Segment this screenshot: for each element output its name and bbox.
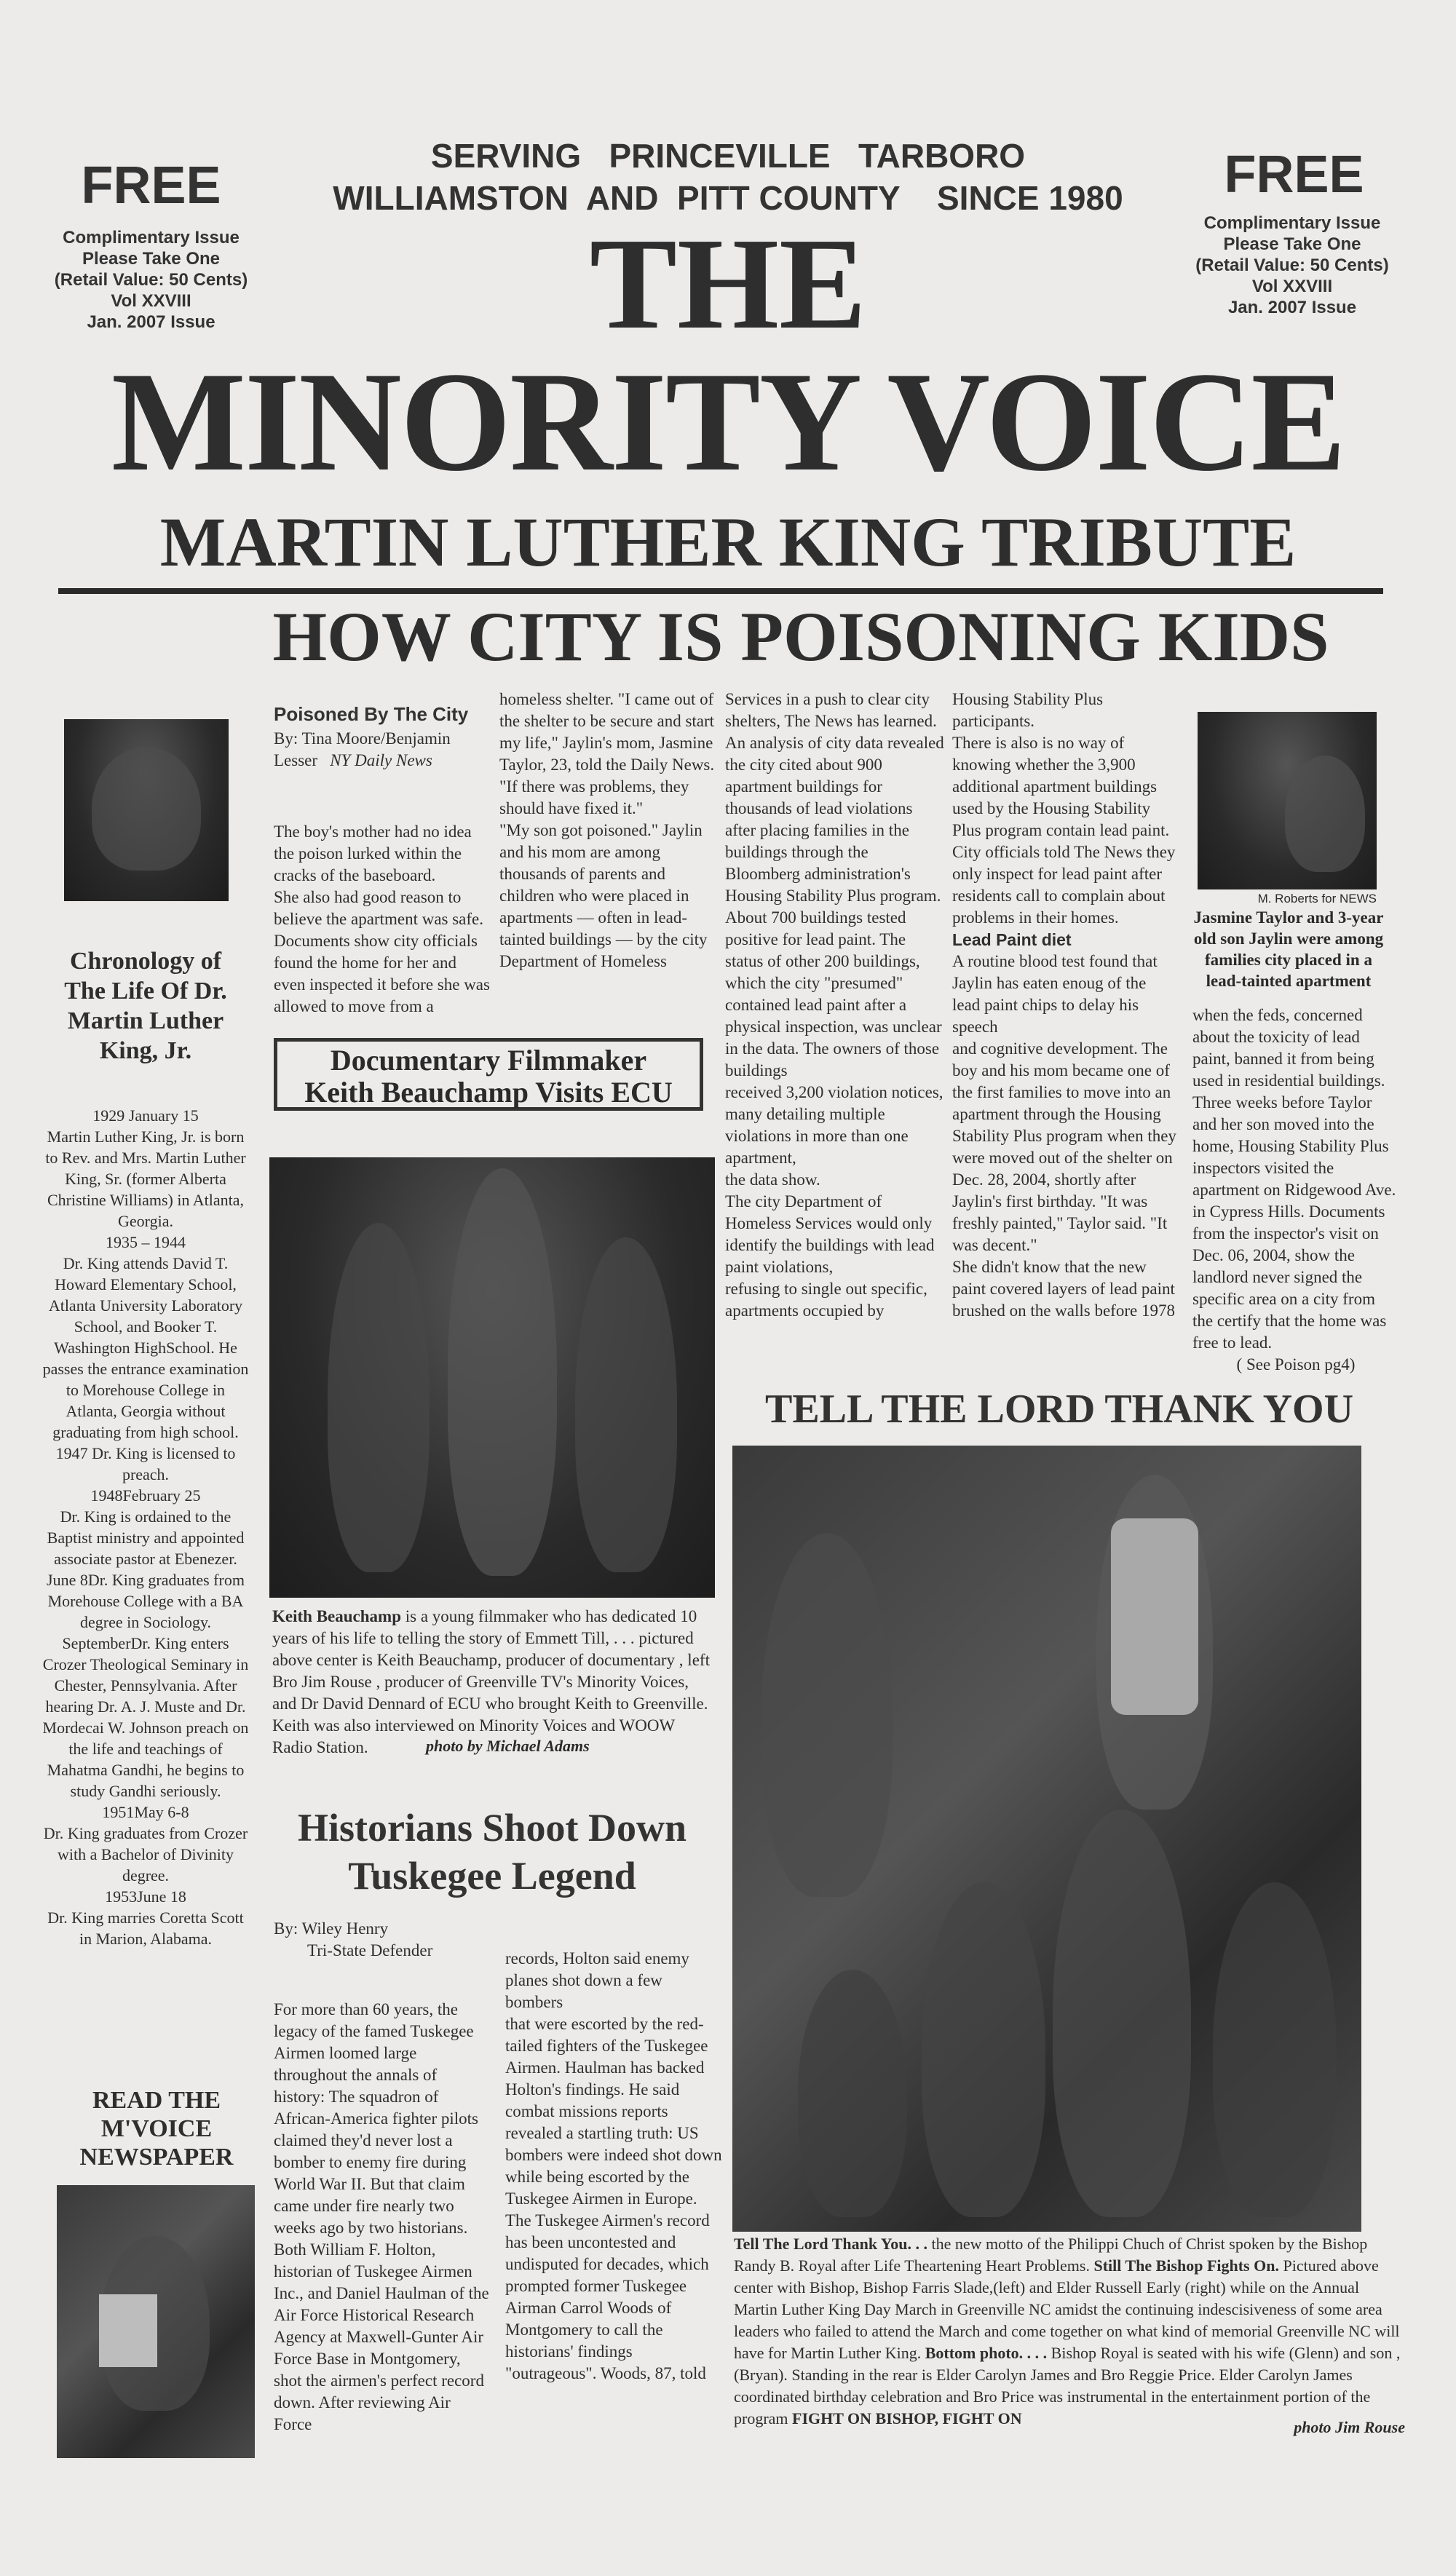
issue-line: Jan. 2007 Issue <box>87 312 215 332</box>
caption-bold: Bottom photo. . . . <box>925 2344 1048 2362</box>
historians-title <box>274 1804 711 1900</box>
march-photo-icon <box>798 1970 907 2217</box>
documentary-title-line: Keith Beauchamp Visits ECU <box>304 1076 673 1109</box>
caption-bold: Keith Beauchamp <box>272 1607 401 1625</box>
issue-line: Complimentary Issue <box>63 228 240 247</box>
historians-col-1: For more than 60 years, the legacy of the famed Tuskegee Airmen loomed large throughout the annals of history: The squadron of African-America fighter pilots claimed they'd never lost a bomber to enemy fire during World War II. But that claim came under fire nearly two weeks ago by two historians. Both William F. Holton, historian of Tuskegee Airmen Inc., and Daniel Haulman of the Air Force Historical Research Agency at Maxwell-Gunter Air Force Base in Montgomery, shot the airmen's perfect record down. After reviewing Air Force <box>274 2000 489 2433</box>
caption-bold: FIGHT ON BISHOP, FIGHT ON <box>792 2409 1022 2428</box>
documentary-photo-credit: photo by Michael Adams <box>426 1737 590 1755</box>
white-shirt-shape <box>1111 1518 1198 1715</box>
historians-col-2: records, Holton said enemy planes shot down a few bombers that were escorted by the red-tailed fighters of the Tuskegee Airmen. Haulman has backed Holton's findings. He said combat missions reports revealed a startling truth: US bombers were indeed shot down while being escorted by the Tuskegee Airmen in Europe. The Tuskegee Airmen's record has been uncontested and undisputed for decades, which prompted former Tuskegee Airman Carrol Woods of Montgomery to call the historians' findings "outrageous". Woods, 87, told <box>505 1949 722 2382</box>
caption-text: Bishop Royal is seated with his wife (Glenn) and son , (Bryan). Standing in the rear is Elder Carolyn James and Bro Reggie Price. Elder Carolyn James coordinated birthday celebration and Bro Price was instrumental in the entertainment portion of the program <box>734 2344 1401 2428</box>
group-photo-icon <box>328 1223 430 1572</box>
col4-text-a: Housing Stability Plus participants. There is also is no way of knowing whether the 3,900 additional apartment buildings used by the Housing Stability Plus program contain lead paint. City officials told The News they only inspect for lead paint after residents call to complain about problems in their homes. <box>952 690 1176 927</box>
free-right: FREE <box>1224 146 1364 204</box>
lord-headline: TELL THE LORD THANK YOU <box>764 1387 1354 1432</box>
masthead-tribute: MARTIN LUTHER KING TRIBUTE <box>159 503 1297 581</box>
poison-col-3: Services in a push to clear city shelters, The News has learned. An analysis of city data revealed the city cited about 900 apartment buildings for thousands of lead violations after placing families in the buildings through the Bloomberg administration's Housing Stability Plus program. About 700 buildings tested positive for lead paint. The status of other 200 buildings, which the city "presumed" contained lead paint after a physical inspection, was unclear in the data. The owners of those buildings received 3,200 violation notices, many detailing multiple violations in more than one apartment, the data show. The city Department of Homeless Services would only identify the buildings with lead paint violations, refusing to single out specific, apartments occupied by <box>725 690 944 1320</box>
issue-line: Please Take One <box>1223 234 1361 254</box>
documentary-photo <box>269 1157 715 1598</box>
read-photo <box>57 2185 255 2458</box>
poison-photo-credit: M. Roberts for NEWS <box>1257 892 1377 905</box>
serving-line-1: SERVING PRINCEVILLE TARBORO <box>430 137 1026 175</box>
chronology-text: 1929 January 15 Martin Luther King, Jr. is born to Rev. and Mrs. Martin Luther King, Sr. (former Alberta Christine Williams) in Atlanta, Georgia. 1935 – 1944 Dr. King attends David T. Howard Elementary School, Atlanta University Laboratory School, and Booker T. Washington HighSchool. He passes the entrance examination to Morehouse College in Atlanta, Georgia without graduating from high school. 1947 Dr. King is licensed to preach. 1948February 25 Dr. King is ordained to the Baptist ministry and appointed associate pastor at Ebenezer. June 8Dr. King graduates from Morehouse College with a BA degree in Sociology. SeptemberDr. King enters Crozer Theological Seminary in Chester, Pennsylvania. After hearing Dr. A. J. Muste and Dr. Mordecai W. Johnson preach on the life and teachings of Mahatma Gandhi, he begins to study Gandhi seriously. 1951May 6-8 Dr. King graduates from Crozer with a Bachelor of Divinity degree. 1953June 18 Dr. King marries Coretta Scott in Marion, Alabama. <box>42 1106 249 1948</box>
issue-line: Jan. 2007 Issue <box>1227 298 1357 317</box>
free-left: FREE <box>81 156 221 215</box>
issue-info-right <box>1168 213 1416 318</box>
masthead-the: THE <box>589 211 867 356</box>
lord-photo <box>732 1446 1361 2232</box>
group-photo-icon <box>448 1168 557 1576</box>
issue-line: Vol XXVIII <box>111 291 191 311</box>
march-photo-icon <box>761 1533 893 1897</box>
byline-line: Tri-State Defender <box>307 1941 433 1959</box>
issue-line: Complimentary Issue <box>1203 213 1381 233</box>
documentary-caption <box>272 1606 716 1759</box>
issue-line: (Retail Value: 50 Cents) <box>1195 255 1389 275</box>
poison-byline <box>274 728 492 772</box>
lord-photo-credit: photo Jim Rouse <box>1294 2418 1405 2436</box>
issue-line: Please Take One <box>82 249 220 269</box>
portrait-photo-icon <box>92 747 201 871</box>
poison-col-5: when the feds, concerned about the toxicity of lead paint, banned it from being used in residential buildings. Three weeks before Taylor and her son moved into the home, Housing Stability Plus inspectors visited the apartment on Ridgewood Ave. in Cypress Hills. Documents from the inspector's visit on Dec. 06, 2004, show the landlord never signed the specific area on a city from the certify that the home was free to lead. <box>1192 1006 1396 1352</box>
caption-text: is a young filmmaker who has dedicated 10 years of his life to telling the story of Emmett Till, . . . pictured above center is Keith Beauchamp, producer of documentary , left Bro Jim Rouse , producer of Greenville TV's Minority Voices, and Dr David Dennard of ECU who brought Keith to Greenville. Keith was also interviewed on Minority Voices and WOOW Radio Station. <box>272 1607 710 1756</box>
march-photo-icon <box>1213 1882 1337 2217</box>
newspaper-shape <box>99 2294 157 2367</box>
chronology-title: Chronology of The Life Of Dr. Martin Luther King, Jr. <box>64 948 227 1064</box>
historians-title-line: Tuskegee Legend <box>348 1854 636 1898</box>
historians-byline <box>274 1918 492 1962</box>
col4-text-b: A routine blood test found that Jaylin has eaten enoug of the lead paint chips to delay his speech and cognitive development. The boy and his mom became one of the first families to move into an apartment through the Housing Stability Plus program when they were moved out of the shelter on Dec. 28, 2004, shortly after Jaylin's first birthday. "It was freshly painted," Taylor said. "It was decent." She didn't know that the new paint covered layers of lead paint brushed on the walls before 1978 <box>952 952 1176 1320</box>
lord-caption <box>734 2233 1404 2430</box>
poison-col-1: The boy's mother had no idea the poison lurked within the cracks of the baseboard. She also had good reason to believe the apartment was safe. Documents show city officials found the home for her and even inspected it before she was allowed to move from a <box>274 823 490 1015</box>
march-photo-icon <box>922 1882 1045 2217</box>
byline-line: By: Wiley Henry <box>274 1919 389 1938</box>
poison-see-more: ( See Poison pg4) <box>1236 1355 1356 1374</box>
caption-text: the new motto of the Philippi Chuch of Christ spoken by the Bishop Randy B. Royal after Life Theartening Heart Problems. <box>734 2235 1368 2275</box>
byline-line <box>274 750 492 772</box>
poison-photo-caption: Jasmine Taylor and 3-year old son Jaylin were among families city placed in a lead-tainted apartment <box>1193 908 1384 990</box>
issue-line: (Retail Value: 50 Cents) <box>54 270 248 290</box>
march-photo-icon <box>1053 1810 1191 2217</box>
byline-line: By: Tina Moore/Benjamin <box>274 729 451 748</box>
caption-text: Pictured above center with Bishop, Bishop Farris Slade,(left) and Elder Russell Early (right) while on the Annual Martin Luther King Day March in Greenville NC amidst the continuing indescisiveness of some area leaders who failed to attend the March and come together on what kind of memorial Greenville NC will have for Martin Luther King. <box>734 2256 1400 2362</box>
poison-label: Poisoned By The City <box>274 703 469 725</box>
lead-paint-subhead: Lead Paint diet <box>952 930 1072 949</box>
poison-photo <box>1198 712 1377 889</box>
byline-source: NY Daily News <box>330 751 432 769</box>
poison-col-2: homeless shelter. "I came out of the shelter to be secure and start my life," Jaylin's mom, Jasmine Taylor, 23, told the Daily News. "If there was problems, they should have fixed it." "My son got poisoned." Jaylin and his mom are among thousands of parents and children who were placed in apartments — often in lead-tainted buildings — by the city Department of Homeless <box>499 690 715 970</box>
poison-col-4 <box>952 689 1176 1322</box>
serving-line-2: WILLIAMSTON AND PITT COUNTY SINCE 1980 <box>333 179 1123 217</box>
masthead-divider <box>58 588 1383 594</box>
caption-bold: Still The Bishop Fights On. <box>1093 2256 1279 2275</box>
mlk-portrait <box>64 719 229 901</box>
read-title: READ THE M'VOICE NEWSPAPER <box>79 2087 234 2171</box>
documentary-title-line: Documentary Filmmaker <box>330 1044 647 1077</box>
mother-child-photo-icon <box>1285 756 1365 872</box>
issue-info-left <box>44 227 258 333</box>
issue-line: Vol XXVIII <box>1251 277 1333 296</box>
historians-title-line: Historians Shoot Down <box>297 1806 687 1850</box>
byline-author: Lesser <box>274 751 318 769</box>
caption-bold: Tell The Lord Thank You. . . <box>734 2235 927 2253</box>
documentary-title-box <box>274 1038 703 1111</box>
main-headline: HOW CITY IS POISONING KIDS <box>272 598 1329 675</box>
masthead-title: MINORITY VOICE <box>111 343 1345 501</box>
group-photo-icon <box>575 1237 677 1572</box>
